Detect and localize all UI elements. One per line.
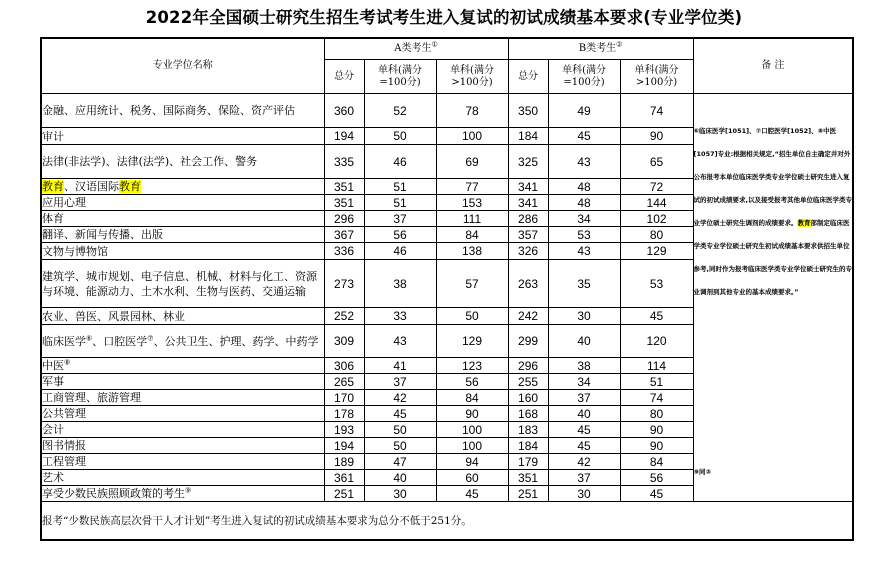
b-single-gt100: 90 [620,128,693,145]
b-single100: 38 [548,358,620,374]
a-total: 178 [324,406,364,422]
a-single100: 46 [364,145,436,179]
major-name: 享受少数民族照顾政策的考生⑨ [41,486,324,502]
b-total: 341 [508,179,548,195]
a-single100: 30 [364,486,436,502]
major-name: 法律(非法学)、法律(法学)、社会工作、警务 [41,145,324,179]
b-total: 357 [508,227,548,243]
b-single100: 37 [548,390,620,406]
a-total: 194 [324,438,364,454]
a-single-gt100: 138 [436,243,508,260]
b-single100: 40 [548,325,620,358]
b-single-gt100: 102 [620,211,693,227]
header-group-a: A类考生① [324,38,508,60]
a-single100: 51 [364,179,436,195]
a-single100: 45 [364,406,436,422]
a-single-gt100: 123 [436,358,508,374]
a-total: 194 [324,128,364,145]
header-b-single-gt100: 单科(满分 >100分) [620,60,693,94]
major-name: 艺术 [41,470,324,486]
b-single100: 40 [548,406,620,422]
b-single-gt100: 53 [620,260,693,308]
a-single-gt100: 90 [436,406,508,422]
header-a-single-gt100: 单科(满分 >100分) [436,60,508,94]
b-single-gt100: 120 [620,325,693,358]
major-name: 军事 [41,374,324,390]
b-total: 296 [508,358,548,374]
b-single-gt100: 74 [620,390,693,406]
major-name: 翻译、新闻与传播、出版 [41,227,324,243]
b-total: 168 [508,406,548,422]
b-total: 251 [508,486,548,502]
major-name: 公共管理 [41,406,324,422]
major-name: 文物与博物馆 [41,243,324,260]
a-total: 360 [324,94,364,128]
a-single-gt100: 129 [436,325,508,358]
a-single100: 43 [364,325,436,358]
a-single-gt100: 84 [436,390,508,406]
major-name: 应用心理 [41,195,324,211]
b-total: 286 [508,211,548,227]
a-total: 273 [324,260,364,308]
b-single100: 30 [548,308,620,325]
a-single-gt100: 100 [436,438,508,454]
header-remark: 备 注 [693,38,853,94]
b-single100: 30 [548,486,620,502]
a-total: 251 [324,486,364,502]
b-single-gt100: 65 [620,145,693,179]
major-name: 教育、汉语国际教育 [41,179,324,195]
header-major-name: 专业学位名称 [41,38,324,94]
b-total: 263 [508,260,548,308]
a-single100: 50 [364,128,436,145]
b-single100: 45 [548,128,620,145]
header-group-b: B类考生② [508,38,693,60]
b-single-gt100: 90 [620,438,693,454]
a-total: 336 [324,243,364,260]
b-single100: 48 [548,195,620,211]
b-single100: 42 [548,454,620,470]
b-single-gt100: 144 [620,195,693,211]
major-name: 中医⑧ [41,358,324,374]
a-total: 351 [324,195,364,211]
a-single-gt100: 153 [436,195,508,211]
a-single-gt100: 111 [436,211,508,227]
a-total: 189 [324,454,364,470]
remark-cell [693,94,853,502]
a-single100: 38 [364,260,436,308]
a-single100: 47 [364,454,436,470]
a-single100: 46 [364,243,436,260]
b-total: 341 [508,195,548,211]
b-single-gt100: 72 [620,179,693,195]
a-single100: 52 [364,94,436,128]
major-name: 临床医学⑥、口腔医学⑦、公共卫生、护理、药学、中药学 [41,325,324,358]
b-single100: 49 [548,94,620,128]
a-total: 309 [324,325,364,358]
a-single100: 33 [364,308,436,325]
major-name: 会计 [41,422,324,438]
b-single-gt100: 51 [620,374,693,390]
a-total: 361 [324,470,364,486]
b-total: 179 [508,454,548,470]
a-total: 351 [324,179,364,195]
a-single100: 51 [364,195,436,211]
b-total: 255 [508,374,548,390]
a-single100: 56 [364,227,436,243]
major-name: 体育 [41,211,324,227]
footer-row [41,502,853,540]
b-total: 351 [508,470,548,486]
b-total: 242 [508,308,548,325]
b-single100: 35 [548,260,620,308]
a-single-gt100: 84 [436,227,508,243]
b-total: 184 [508,128,548,145]
header-b-single100: 单科(满分 =100分) [548,60,620,94]
b-total: 326 [508,243,548,260]
a-single100: 41 [364,358,436,374]
a-total: 193 [324,422,364,438]
b-single-gt100: 45 [620,308,693,325]
a-single100: 40 [364,470,436,486]
header-a-total: 总分 [324,60,364,94]
b-single-gt100: 129 [620,243,693,260]
a-single-gt100: 77 [436,179,508,195]
b-single100: 43 [548,145,620,179]
major-name: 农业、兽医、风景园林、林业 [41,308,324,325]
header-b-total: 总分 [508,60,548,94]
a-single-gt100: 69 [436,145,508,179]
a-single-gt100: 100 [436,128,508,145]
b-total: 299 [508,325,548,358]
b-single-gt100: 80 [620,227,693,243]
b-single-gt100: 84 [620,454,693,470]
b-single100: 45 [548,438,620,454]
a-total: 335 [324,145,364,179]
b-single100: 45 [548,422,620,438]
header-a-single100: 单科(满分 =100分) [364,60,436,94]
a-single-gt100: 57 [436,260,508,308]
a-single100: 37 [364,211,436,227]
b-single100: 53 [548,227,620,243]
b-total: 350 [508,94,548,128]
major-name: 金融、应用统计、税务、国际商务、保险、资产评估 [41,94,324,128]
remark-text-2: ⑨同③ [693,468,712,476]
major-name: 图书情报 [41,438,324,454]
a-single-gt100: 94 [436,454,508,470]
a-total: 306 [324,358,364,374]
b-single100: 37 [548,470,620,486]
b-single-gt100: 56 [620,470,693,486]
a-single-gt100: 50 [436,308,508,325]
score-table [40,37,854,541]
b-single-gt100: 90 [620,422,693,438]
a-total: 296 [324,211,364,227]
a-total: 252 [324,308,364,325]
remark-text-1: ⑥临床医学[1051]、⑦口腔医学[1052]、⑧中医[1057]专业:根据相关规定,“招生单位自主确定并对外公布报考本单位临床医学类专业学位硕士研究生进入复试的初试成绩要求,以及接受报考其他单位临床医学类专业学位硕士研究生调剂的成绩要求。教育部制定临床医学类专业学位硕士研究生初试成绩基本要求供招生单位参考,同时作为报考临床医学类专业学位硕士研究生的专业调剂到其他专业的基本成绩要求。” [693,127,853,296]
a-single-gt100: 100 [436,422,508,438]
b-total: 184 [508,438,548,454]
b-total: 183 [508,422,548,438]
b-single100: 34 [548,374,620,390]
b-total: 325 [508,145,548,179]
major-name: 工程管理 [41,454,324,470]
b-single-gt100: 45 [620,486,693,502]
footer-note: 报考“少数民族高层次骨干人才计划”考生进入复试的初试成绩基本要求为总分不低于251分。 [41,502,853,540]
a-single-gt100: 60 [436,470,508,486]
b-single100: 34 [548,211,620,227]
a-single-gt100: 56 [436,374,508,390]
a-total: 367 [324,227,364,243]
b-total: 160 [508,390,548,406]
a-total: 170 [324,390,364,406]
b-single-gt100: 80 [620,406,693,422]
a-single100: 50 [364,422,436,438]
table-row [41,94,853,128]
a-total: 265 [324,374,364,390]
a-single-gt100: 45 [436,486,508,502]
a-single-gt100: 78 [436,94,508,128]
page-title: 2022年全国硕士研究生招生考试考生进入复试的初试成绩基本要求(专业学位类) [145,8,743,27]
b-single100: 43 [548,243,620,260]
b-single-gt100: 114 [620,358,693,374]
a-single100: 42 [364,390,436,406]
major-name: 建筑学、城市规划、电子信息、机械、材料与化工、资源与环境、能源动力、土木水利、生物与医药、交通运输 [41,260,324,308]
major-name: 工商管理、旅游管理 [41,390,324,406]
major-name: 审计 [41,128,324,145]
a-single100: 50 [364,438,436,454]
b-single100: 48 [548,179,620,195]
b-single-gt100: 74 [620,94,693,128]
a-single100: 37 [364,374,436,390]
